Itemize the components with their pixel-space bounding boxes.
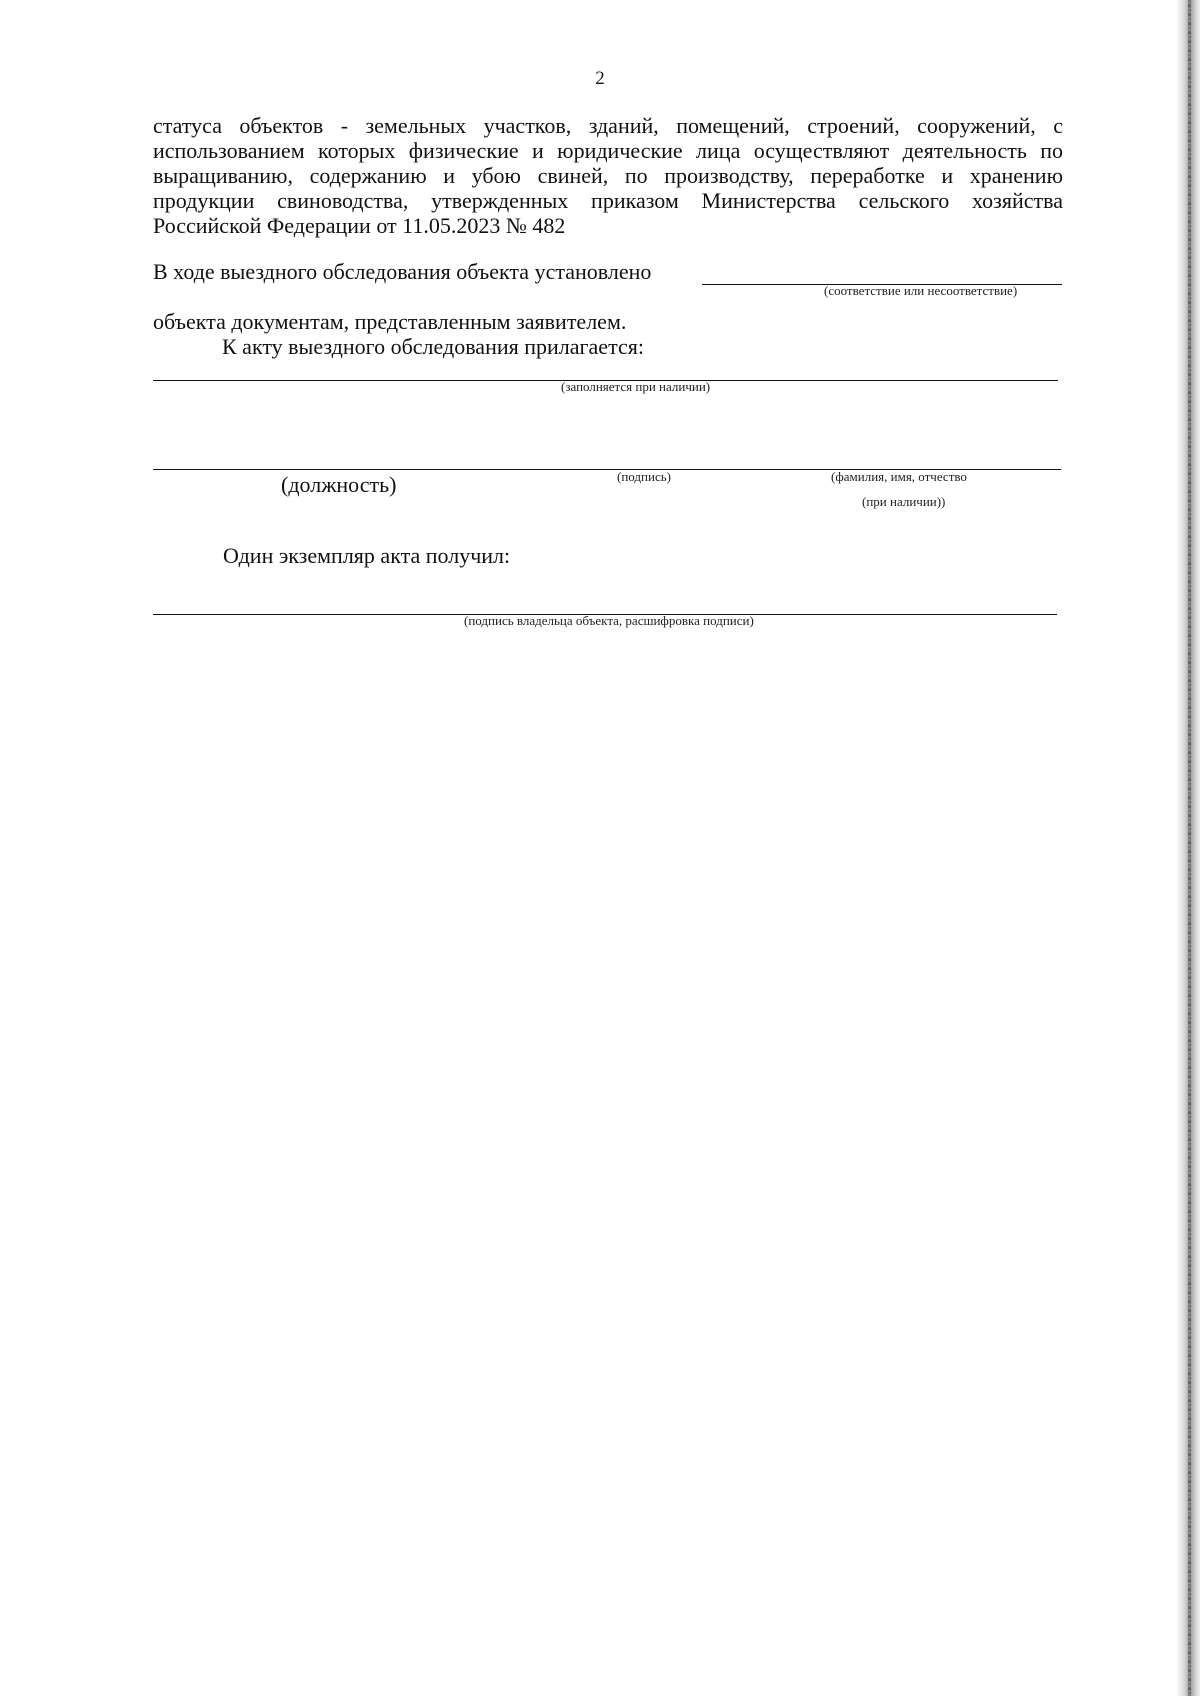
attached-caption: (заполняется при наличии) <box>561 379 711 394</box>
signature-caption: (подпись) <box>617 469 671 484</box>
name-caption-line1: (фамилия, имя, отчество <box>831 469 967 484</box>
owner-signature-caption: (подпись владельца объекта, расшифровка подписи) <box>464 613 754 628</box>
survey-result-caption: (соответствие или несоответствие) <box>824 283 1018 298</box>
page-number: 2 <box>595 68 605 89</box>
intro-paragraph: статуса объектов - земельных участков, зданий, помещений, строений, сооружений, с использованием которых физические и юридические лица осуществляют деятельность по выращиванию, содержанию и убою свиней, по производству, переработке и хранению продукции свиноводства, утвержденных приказом Министерства сельского хозяйства Российской Федерации от 11.05.2023 № 482 <box>153 113 1063 238</box>
scan-edge <box>1176 0 1200 1696</box>
position-label: (должность) <box>281 472 397 497</box>
survey-result-text: В ходе выездного обследования объекта установлено <box>153 259 652 284</box>
documents-text: объекта документам, представленным заявителем. <box>153 309 627 334</box>
name-caption-line2: (при наличии)) <box>862 494 946 509</box>
copy-received-text: Один экземпляр акта получил: <box>223 543 511 568</box>
attached-text: К акту выездного обследования прилагается: <box>222 334 644 359</box>
